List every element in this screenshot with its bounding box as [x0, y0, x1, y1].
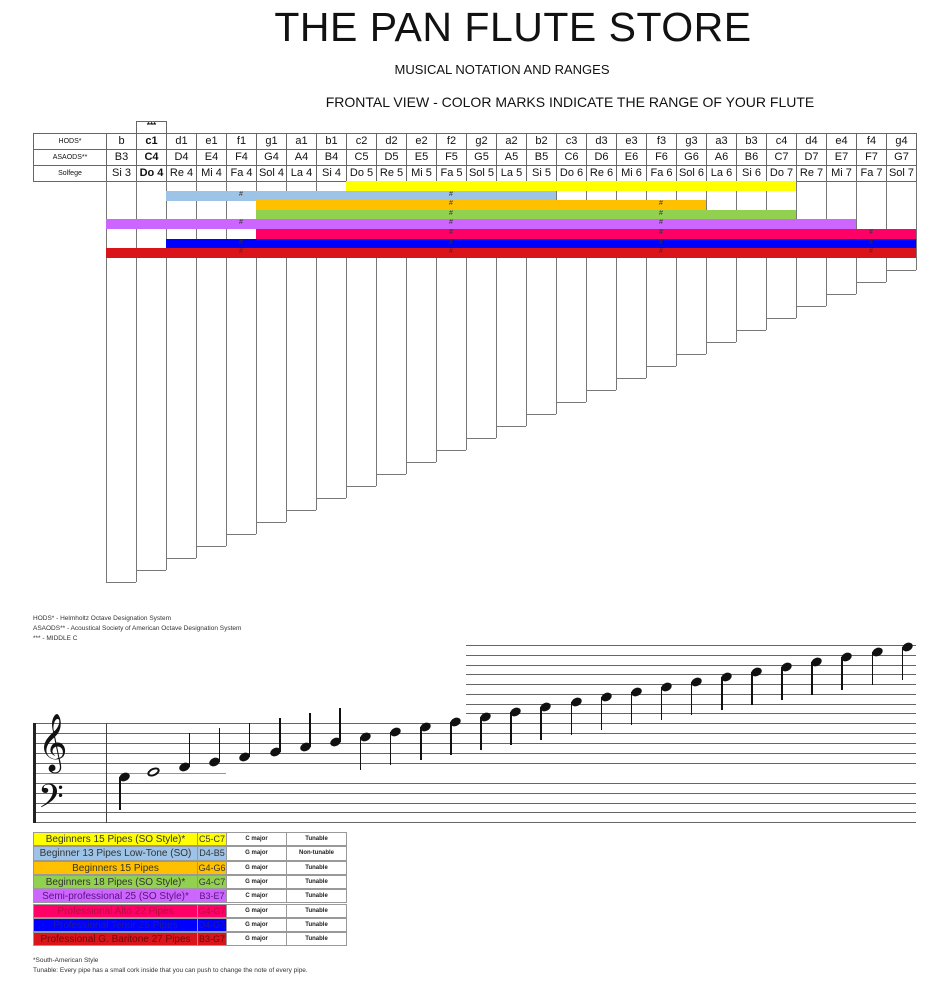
footnote-middle-c: *** - MIDDLE C — [33, 635, 78, 642]
pipe-bottom — [346, 486, 376, 487]
note-cell-asa: D4 — [166, 149, 197, 166]
note-cell-hods: f4 — [856, 133, 887, 150]
note-cell-hods: g2 — [466, 133, 497, 150]
note-stem — [751, 672, 753, 705]
staff-line — [33, 733, 916, 734]
note-stem — [872, 652, 874, 685]
pipe-bottom — [226, 534, 256, 535]
note-cell-asa: B5 — [526, 149, 557, 166]
legend-flute-name: Professional Tenor 25 Pipes — [33, 918, 198, 932]
note-cell-sol: Mi 6 — [616, 165, 647, 182]
staff-line — [33, 723, 916, 724]
staff-ledger-line — [466, 665, 916, 666]
note-cell-sol: Fa 7 — [856, 165, 887, 182]
note-cell-hods: b — [106, 133, 137, 150]
pipe-bottom — [526, 414, 556, 415]
note-cell-asa: E4 — [196, 149, 227, 166]
note-cell-hods: e1 — [196, 133, 227, 150]
row-label: HODS* — [33, 133, 107, 150]
bass-clef-icon: 𝄢 — [38, 778, 64, 824]
legend-flute-key: G major — [226, 918, 287, 932]
range-bar — [256, 210, 796, 220]
note-stem — [249, 723, 251, 757]
note-stem — [781, 667, 783, 700]
staff-line — [33, 753, 916, 754]
note-cell-hods: f2 — [436, 133, 467, 150]
note-stem — [841, 657, 843, 690]
pipe-bottom — [766, 318, 796, 319]
note-cell-hods: g3 — [676, 133, 707, 150]
pipe-bottom — [466, 438, 496, 439]
note-cell-asa: B3 — [106, 149, 137, 166]
legend-flute-tuning: Tunable — [286, 875, 347, 889]
staff-line — [33, 743, 916, 744]
frontal-view-caption: FRONTAL VIEW - COLOR MARKS INDICATE THE RANGE OF YOUR FLUTE — [325, 94, 815, 110]
note-cell-asa: D6 — [586, 149, 617, 166]
pipe-bottom — [256, 522, 286, 523]
legend-flute-range: B3-E7 — [197, 889, 227, 903]
staff-line — [33, 812, 916, 813]
legend-flute-name: Beginner 13 Pipes Low-Tone (SO) — [33, 846, 198, 860]
note-cell-sol: Si 4 — [316, 165, 347, 182]
pipe-edge — [916, 181, 917, 270]
pipe-edge — [166, 181, 167, 558]
pipe-bottom — [796, 306, 826, 307]
note-cell-hods: a2 — [496, 133, 527, 150]
row-label: ASAODS** — [33, 149, 107, 166]
pipe-bottom — [406, 462, 436, 463]
note-cell-asa: G4 — [256, 149, 287, 166]
note-cell-hods: d2 — [376, 133, 407, 150]
note-cell-sol: La 4 — [286, 165, 317, 182]
note-cell-asa: B6 — [736, 149, 767, 166]
note-cell-asa: E6 — [616, 149, 647, 166]
pipe-bottom — [826, 294, 856, 295]
legend-flute-key: C major — [226, 832, 287, 846]
note-stem — [691, 682, 693, 715]
note-stem — [540, 707, 542, 740]
legend-flute-name: Beginners 18 Pipes (SO Style)* — [33, 875, 198, 889]
pipe-bottom — [166, 558, 196, 559]
note-cell-asa: B4 — [316, 149, 347, 166]
note-stem — [631, 692, 633, 725]
pipe-bottom — [616, 378, 646, 379]
footnote-tunable: Tunable: Every pipe has a small cork inside that you can push to change the note of every pipe. — [33, 967, 308, 974]
note-cell-sol: Sol 7 — [886, 165, 917, 182]
sharp-mark: # — [869, 238, 873, 246]
pipe-bottom — [556, 402, 586, 403]
sharp-mark: # — [659, 238, 663, 246]
legend-flute-range: C5-C7 — [197, 832, 227, 846]
note-stem — [360, 737, 362, 770]
legend-flute-name: Professional Alto 22 Pipes — [33, 904, 198, 918]
footnote-hods: HODS* - Helmholtz Octave Designation System — [33, 615, 171, 622]
note-cell-sol: Mi 5 — [406, 165, 437, 182]
note-cell-asa: G7 — [886, 149, 917, 166]
range-bar — [166, 191, 556, 201]
note-stem — [339, 708, 341, 742]
staff-ledger-line — [466, 645, 916, 646]
legend-flute-range: G4-G7 — [197, 904, 227, 918]
note-cell-sol: Sol 5 — [466, 165, 497, 182]
note-cell-asa: F7 — [856, 149, 887, 166]
row-label: Solfege — [33, 165, 107, 182]
note-stem — [480, 717, 482, 750]
legend-flute-key: G major — [226, 861, 287, 875]
pipe-bottom — [736, 330, 766, 331]
note-cell-sol: Si 3 — [106, 165, 137, 182]
note-cell-sol: Do 7 — [766, 165, 797, 182]
note-stem — [721, 677, 723, 710]
sharp-mark: # — [659, 248, 663, 256]
note-cell-hods: e2 — [406, 133, 437, 150]
staff-line — [33, 783, 916, 784]
note-stem — [119, 777, 121, 810]
legend-flute-key: G major — [226, 932, 287, 946]
note-cell-hods: a3 — [706, 133, 737, 150]
note-cell-hods: c1 — [136, 133, 167, 150]
note-cell-asa: C7 — [766, 149, 797, 166]
note-cell-asa: F5 — [436, 149, 467, 166]
note-cell-asa: G6 — [676, 149, 707, 166]
note-cell-sol: Do 5 — [346, 165, 377, 182]
legend-flute-tuning: Tunable — [286, 904, 347, 918]
note-stem — [390, 732, 392, 765]
sharp-mark: # — [239, 238, 243, 246]
legend-flute-tuning: Tunable — [286, 832, 347, 846]
range-bar — [256, 229, 916, 239]
footnote-south-american: *South-American Style — [33, 957, 99, 964]
pipe-bottom — [286, 510, 316, 511]
staff-ledger-line — [466, 674, 916, 675]
note-cell-hods: b1 — [316, 133, 347, 150]
note-stem — [661, 687, 663, 720]
note-cell-asa: A5 — [496, 149, 527, 166]
legend-flute-tuning: Tunable — [286, 918, 347, 932]
pipe-edge — [106, 181, 107, 582]
note-cell-hods: d1 — [166, 133, 197, 150]
legend-flute-key: C major — [226, 889, 287, 903]
note-cell-sol: Sol 4 — [256, 165, 287, 182]
note-cell-sol: Do 4 — [136, 165, 167, 182]
range-bar — [256, 200, 706, 210]
note-cell-sol: Re 7 — [796, 165, 827, 182]
legend-flute-name: Semi-professional 25 (SO Style)* — [33, 889, 198, 903]
sharp-mark: # — [239, 190, 243, 198]
staff-line — [33, 793, 916, 794]
sharp-mark: # — [449, 229, 453, 236]
pipe-bottom — [886, 270, 916, 271]
staff-bracket — [33, 723, 36, 823]
legend-flute-key: G major — [226, 904, 287, 918]
legend-flute-range: D4-B5 — [197, 846, 227, 860]
note-cell-hods: b3 — [736, 133, 767, 150]
legend-flute-range: G4-G6 — [197, 861, 227, 875]
sharp-mark: # — [659, 219, 663, 227]
pipe-edge — [226, 181, 227, 534]
range-bar — [166, 239, 916, 249]
sharp-mark: # — [659, 209, 663, 217]
note-stem — [601, 697, 603, 730]
pipe-bottom — [196, 546, 226, 547]
note-stem — [571, 702, 573, 735]
note-head-whole — [146, 766, 161, 779]
note-cell-hods: f1 — [226, 133, 257, 150]
note-cell-asa: D7 — [796, 149, 827, 166]
middle-c-marker: *** — [136, 121, 167, 134]
sharp-mark: # — [449, 200, 453, 208]
staff-line — [33, 803, 916, 804]
sharp-mark: # — [239, 248, 243, 256]
note-cell-asa: D5 — [376, 149, 407, 166]
note-cell-sol: Sol 6 — [676, 165, 707, 182]
legend-flute-range: B3-G7 — [197, 932, 227, 946]
note-cell-hods: g4 — [886, 133, 917, 150]
range-bar — [346, 181, 796, 191]
sharp-mark: # — [449, 248, 453, 256]
legend-flute-key: G major — [226, 846, 287, 860]
note-cell-asa: C4 — [136, 149, 167, 166]
page-title: THE PAN FLUTE STORE — [274, 4, 752, 50]
pipe-bottom — [706, 342, 736, 343]
sharp-mark: # — [449, 190, 453, 198]
note-cell-hods: g1 — [256, 133, 287, 150]
sharp-mark: # — [659, 229, 663, 236]
note-cell-hods: c3 — [556, 133, 587, 150]
note-cell-sol: Fa 6 — [646, 165, 677, 182]
footnote-asaods: ASAODS** - Acoustical Society of American Octave Designation System — [33, 625, 242, 632]
note-cell-hods: a1 — [286, 133, 317, 150]
legend-flute-tuning: Tunable — [286, 932, 347, 946]
note-cell-hods: c4 — [766, 133, 797, 150]
legend-flute-range: D4-G7 — [197, 918, 227, 932]
sharp-mark: # — [239, 219, 243, 227]
note-cell-asa: E7 — [826, 149, 857, 166]
note-stem — [902, 647, 904, 680]
note-stem — [450, 722, 452, 755]
note-stem — [811, 662, 813, 695]
pipe-bottom — [136, 570, 166, 571]
note-cell-sol: Mi 4 — [196, 165, 227, 182]
pipe-bottom — [436, 450, 466, 451]
note-stem — [219, 728, 221, 762]
legend-flute-range: G4-C7 — [197, 875, 227, 889]
sharp-mark: # — [869, 229, 873, 236]
note-cell-asa: A6 — [706, 149, 737, 166]
legend-flute-tuning: Non-tunable — [286, 846, 347, 860]
legend-flute-name: Beginners 15 Pipes — [33, 861, 198, 875]
note-cell-sol: La 6 — [706, 165, 737, 182]
page-subtitle: MUSICAL NOTATION AND RANGES — [394, 62, 610, 77]
note-cell-hods: e4 — [826, 133, 857, 150]
staff-line — [33, 822, 916, 823]
note-cell-asa: G5 — [466, 149, 497, 166]
legend-flute-name: Beginners 15 Pipes (SO Style)* — [33, 832, 198, 846]
barline — [106, 723, 107, 823]
sharp-mark: # — [449, 219, 453, 227]
note-cell-hods: c2 — [346, 133, 377, 150]
note-cell-asa: F6 — [646, 149, 677, 166]
note-cell-sol: Re 5 — [376, 165, 407, 182]
note-cell-sol: Si 6 — [736, 165, 767, 182]
range-bar — [106, 219, 856, 229]
note-stem — [189, 733, 191, 767]
note-cell-sol: Si 5 — [526, 165, 557, 182]
pipe-edge — [136, 181, 137, 570]
treble-clef-icon: 𝄞 — [38, 713, 68, 771]
note-cell-sol: Do 6 — [556, 165, 587, 182]
note-cell-asa: C5 — [346, 149, 377, 166]
legend-flute-name: Professional G. Baritone 27 Pipes — [33, 932, 198, 946]
pipe-bottom — [646, 366, 676, 367]
sharp-mark: # — [869, 248, 873, 256]
note-cell-hods: e3 — [616, 133, 647, 150]
pipe-bottom — [496, 426, 526, 427]
staff-line — [33, 763, 916, 764]
pipe-bottom — [316, 498, 346, 499]
pipe-bottom — [856, 282, 886, 283]
note-cell-hods: b2 — [526, 133, 557, 150]
pipe-bottom — [676, 354, 706, 355]
note-cell-hods: d3 — [586, 133, 617, 150]
legend-flute-key: G major — [226, 875, 287, 889]
pipe-edge — [706, 181, 707, 342]
note-cell-asa: A4 — [286, 149, 317, 166]
note-cell-asa: C6 — [556, 149, 587, 166]
legend-flute-tuning: Tunable — [286, 889, 347, 903]
note-cell-sol: Mi 7 — [826, 165, 857, 182]
note-cell-sol: Fa 4 — [226, 165, 257, 182]
sharp-mark: # — [449, 238, 453, 246]
note-cell-hods: d4 — [796, 133, 827, 150]
pipe-edge — [196, 181, 197, 546]
note-cell-hods: f3 — [646, 133, 677, 150]
note-stem — [309, 713, 311, 747]
note-cell-asa: F4 — [226, 149, 257, 166]
pipe-bottom — [586, 390, 616, 391]
note-stem — [279, 718, 281, 752]
pipe-bottom — [376, 474, 406, 475]
note-stem — [420, 727, 422, 760]
sharp-mark: # — [659, 200, 663, 208]
note-cell-asa: E5 — [406, 149, 437, 166]
note-cell-sol: Fa 5 — [436, 165, 467, 182]
note-stem — [510, 712, 512, 745]
pipe-bottom — [106, 582, 136, 583]
note-cell-sol: Re 4 — [166, 165, 197, 182]
note-cell-sol: Re 6 — [586, 165, 617, 182]
legend-flute-tuning: Tunable — [286, 861, 347, 875]
note-cell-sol: La 5 — [496, 165, 527, 182]
sharp-mark: # — [449, 209, 453, 217]
